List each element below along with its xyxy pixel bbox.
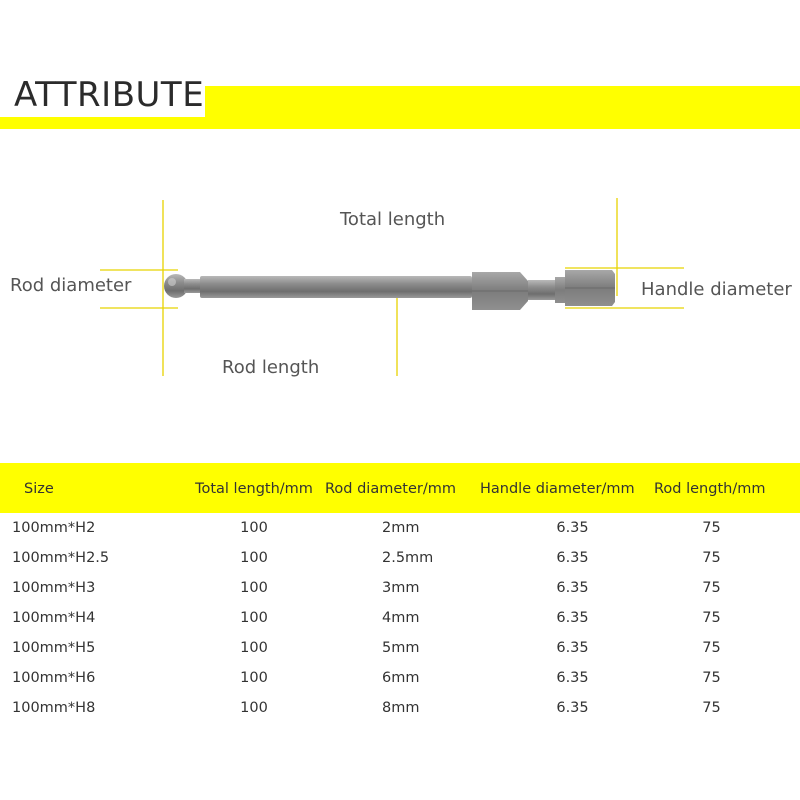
cell-handle-diameter: 6.35 — [556, 580, 589, 596]
table-header — [0, 463, 800, 513]
cell-rod-diameter: 5mm — [382, 640, 420, 656]
cell-handle-diameter: 6.35 — [556, 700, 589, 716]
cell-total-length: 100 — [240, 550, 268, 566]
column-header-size: Size — [24, 481, 54, 497]
cell-rod-diameter: 2.5mm — [382, 550, 434, 566]
cell-handle-diameter: 6.35 — [556, 670, 589, 686]
cell-total-length: 100 — [240, 580, 268, 596]
cell-size: 100mm*H5 — [12, 640, 96, 656]
total-length-label: Total length — [340, 209, 446, 230]
column-header-rod-length: Rod length/mm — [654, 481, 766, 497]
cell-rod-length: 75 — [702, 640, 721, 656]
cell-handle-diameter: 6.35 — [556, 640, 589, 656]
table-row — [0, 543, 800, 573]
table-row — [0, 573, 800, 603]
column-header-handle-diameter: Handle diameter/mm — [480, 481, 635, 497]
cell-rod-length: 75 — [702, 520, 721, 536]
rod-diameter-label: Rod diameter — [10, 275, 132, 296]
column-header-total-length: Total length/mm — [195, 481, 313, 497]
cell-total-length: 100 — [240, 520, 268, 536]
cell-rod-diameter: 6mm — [382, 670, 420, 686]
table-row — [0, 603, 800, 633]
cell-rod-length: 75 — [702, 550, 721, 566]
table-row — [0, 513, 800, 543]
bit-dimension-diagram — [0, 180, 800, 390]
cell-total-length: 100 — [240, 700, 268, 716]
rod-length-label: Rod length — [222, 357, 320, 378]
cell-size: 100mm*H6 — [12, 670, 96, 686]
table-row — [0, 633, 800, 663]
cell-handle-diameter: 6.35 — [556, 610, 589, 626]
cell-handle-diameter: 6.35 — [556, 520, 589, 536]
cell-size: 100mm*H4 — [12, 610, 96, 626]
cell-size: 100mm*H8 — [12, 700, 96, 716]
cell-handle-diameter: 6.35 — [556, 550, 589, 566]
table-row — [0, 693, 800, 723]
table-row — [0, 663, 800, 693]
cell-total-length: 100 — [240, 610, 268, 626]
cell-rod-diameter: 3mm — [382, 580, 420, 596]
cell-rod-length: 75 — [702, 670, 721, 686]
cell-size: 100mm*H2.5 — [12, 550, 110, 566]
cell-rod-length: 75 — [702, 610, 721, 626]
cell-rod-diameter: 2mm — [382, 520, 420, 536]
cell-size: 100mm*H3 — [12, 580, 96, 596]
spec-table — [0, 463, 800, 723]
page-title: ATTRIBUTE — [14, 75, 205, 115]
column-header-rod-diameter: Rod diameter/mm — [325, 481, 456, 497]
cell-rod-diameter: 8mm — [382, 700, 420, 716]
cell-total-length: 100 — [240, 670, 268, 686]
cell-size: 100mm*H2 — [12, 520, 96, 536]
cell-total-length: 100 — [240, 640, 268, 656]
cell-rod-length: 75 — [702, 700, 721, 716]
handle-diameter-label: Handle diameter — [641, 279, 792, 300]
bit-shaft — [200, 276, 472, 298]
cell-rod-length: 75 — [702, 580, 721, 596]
cell-rod-diameter: 4mm — [382, 610, 420, 626]
